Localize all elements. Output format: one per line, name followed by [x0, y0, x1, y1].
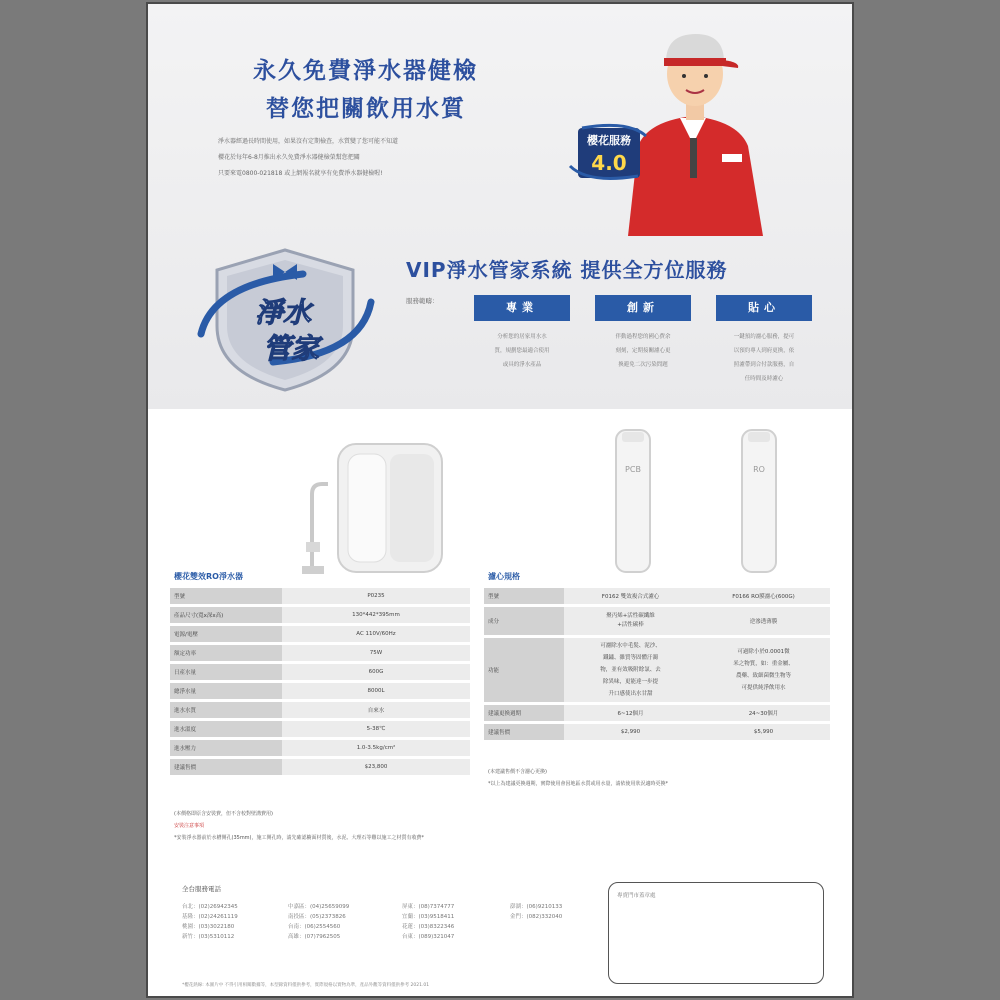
badge-text-2: 4.0 [591, 151, 627, 175]
table-cell: 逆滲透薄膜 [697, 607, 830, 635]
ro-filter-label: RO [753, 465, 765, 474]
purifier-note: (本價格即原含安裝費，但不含校對壁溝費用) [174, 811, 273, 817]
contact-line: 南投區：(05)2373826 [288, 914, 346, 920]
table-row [170, 759, 470, 775]
footer-note: *櫻花熱線: 本圖片中 不得引用相關數據等，本型錄資料僅供參考，實際規格以實物為準，產品外觀等資料僅供參考 2021.01 [182, 983, 430, 988]
contact-line: 宜蘭：(03)9518411 [402, 914, 455, 920]
desc-line: 照濾帶到合付款服務，自 [733, 362, 795, 368]
spec-title-filter: 濾心規格 [488, 572, 520, 581]
table-cell: $2,990 [564, 724, 697, 740]
table-cell: 自來水 [282, 702, 470, 718]
service-desc-care [714, 330, 814, 386]
vip-title: VIP淨水管家系統 提供全方位服務 [406, 258, 728, 282]
table-cell: F0166 RO膜濾心(600G) [697, 588, 830, 604]
table-cell [564, 607, 697, 635]
table-cell: 型號 [484, 588, 564, 604]
contact-line: 中嘉區：(04)25659099 [288, 904, 350, 910]
ro-filter-image [734, 428, 784, 576]
cell-line: 聚丙烯+活性碳纖維 [606, 613, 655, 619]
table-cell: 進水壓力 [170, 740, 282, 756]
service-pill-innovation: 創新 [595, 295, 691, 321]
table-row [170, 664, 470, 680]
table-cell: 額定功率 [170, 645, 282, 661]
table-cell: AC 110V/60Hz [282, 626, 470, 642]
headline-2: 替您把關飲用水質 [266, 96, 466, 122]
contact-line: 澎湖：(06)9210133 [510, 904, 563, 910]
cell-line: +活性碳棒 [617, 622, 644, 628]
purifier-spec-table [170, 585, 470, 778]
contact-line: 基隆：(02)24261119 [182, 914, 238, 920]
table-row [170, 740, 470, 756]
cell-line: 物，並有效吸附餘氯、去 [600, 667, 661, 673]
service-pill-professional: 專業 [474, 295, 570, 321]
table-cell [697, 638, 830, 702]
table-row [484, 705, 830, 721]
table-row [170, 626, 470, 642]
table-cell: 建議售價 [170, 759, 282, 775]
contact-title: 全台服務電話 [182, 885, 221, 893]
table-row [484, 588, 830, 604]
table-cell: 建議更換週期 [484, 705, 564, 721]
ro-purifier-image [298, 434, 448, 579]
table-cell: 6~12個月 [564, 705, 697, 721]
shield-text-1: 淨水 [254, 296, 312, 329]
table-row [170, 683, 470, 699]
service-pill-care: 貼心 [716, 295, 812, 321]
desc-line: 以預約專人到府更換，依 [733, 348, 795, 354]
contact-line: 台東：(089)321047 [402, 934, 455, 940]
table-cell: 型號 [170, 588, 282, 604]
table-row [170, 721, 470, 737]
desc-line: 任時間及時濾心 [744, 376, 784, 382]
table-cell: 75W [282, 645, 470, 661]
table-cell: 電源/電壓 [170, 626, 282, 642]
table-cell: P0235 [282, 588, 470, 604]
services-label: 服務範疇： [406, 297, 439, 305]
cell-line: 農藥、致細菌微生物等 [735, 673, 791, 679]
desc-line: 刻刻，定期接關濾心更 [615, 348, 671, 354]
table-cell: 成分 [484, 607, 564, 635]
table-row [170, 702, 470, 718]
table-cell: 600G [282, 664, 470, 680]
table-cell: 1.0-3.5kg/cm² [282, 740, 470, 756]
table-cell: 進水溫度 [170, 721, 282, 737]
contact-line: 花蓮：(03)8322346 [402, 924, 455, 930]
table-row [484, 724, 830, 740]
water-steward-shield-icon [193, 244, 378, 394]
stamp-box-label: 專賣門市蓋章處 [617, 893, 656, 899]
contact-line: 屏東：(08)7374777 [402, 904, 455, 910]
contact-col-1 [182, 902, 238, 942]
table-cell: $5,990 [697, 724, 830, 740]
intro-line-2: 櫻花於每年6-8月推出永久免費淨水器健檢榮幫您把關 [218, 154, 360, 161]
contact-line: 高雄：(07)7962505 [288, 934, 341, 940]
contact-col-2 [288, 902, 349, 942]
desc-line: 換避免二次污染問題 [618, 362, 668, 368]
install-notice-text: *安裝淨水器前於水槽開孔(35mm)，施工開孔時，請先確認櫥面材質後，水泥、大理石等難以施工之材質有收費* [174, 835, 425, 841]
contact-line: 金門：(082)332040 [510, 914, 563, 920]
filter-spec-table [484, 585, 830, 743]
table-cell [564, 638, 697, 702]
desc-line: 或具的淨水產品 [502, 362, 542, 368]
table-cell: 總淨水量 [170, 683, 282, 699]
store-stamp-box [608, 882, 824, 984]
hero-section [148, 4, 852, 409]
table-cell: 24~30個月 [697, 705, 830, 721]
intro-line-3: 只要來電0800-021818 或上網報名就享有免費淨水器健檢喔! [218, 170, 383, 177]
table-cell: 日產水量 [170, 664, 282, 680]
cell-line: 可提供純淨飲用水 [741, 685, 786, 691]
flyer-sheet [146, 2, 854, 998]
contact-line: 台北：(02)26942345 [182, 904, 238, 910]
desc-line: 分析您的居家用水水 [497, 334, 547, 340]
pcb-filter-label: PCB [625, 465, 641, 474]
contact-line: 台南：(06)2554560 [288, 924, 341, 930]
desc-line: 伴動過程您的國心費余 [615, 334, 671, 340]
table-cell: 5-38℃ [282, 721, 470, 737]
cell-line: 可濾除水中毛髮、泥沙、 [600, 643, 661, 649]
headline-1: 永久免費淨水器健檢 [253, 58, 478, 84]
table-cell: $23,800 [282, 759, 470, 775]
table-cell: 建議售價 [484, 724, 564, 740]
cell-line: 鐵鏽、雜質等固體汙濁 [602, 655, 658, 661]
table-cell: 功能 [484, 638, 564, 702]
table-cell: 8000L [282, 683, 470, 699]
pcb-filter-image [608, 428, 658, 576]
table-row [170, 588, 470, 604]
cell-line: 可過除小於0.0001微 [737, 649, 790, 655]
desc-line: 質，規劃您最適合使用 [494, 348, 550, 354]
cell-line: 升口感使出水甘甜 [608, 691, 653, 697]
filter-replace-note: *以上為建議更換週期，實際使用會因地區水質或用水量，請依使用狀況適時更換* [488, 781, 669, 787]
table-row [170, 645, 470, 661]
table-row [484, 607, 830, 635]
contact-line: 桃園：(03)3022180 [182, 924, 235, 930]
table-row [170, 607, 470, 623]
table-row [484, 638, 830, 702]
table-cell: 進水水質 [170, 702, 282, 718]
table-cell: 130*442*395mm [282, 607, 470, 623]
shield-text-2: 管家 [262, 332, 320, 365]
intro-line-1: 淨水器經過長時間使用，如果沒有定期檢查，水質變了您可能不知道 [218, 138, 399, 145]
desc-line: 一鍵預約濾心服務，提可 [733, 334, 795, 340]
service-desc-innovation [593, 330, 693, 372]
contact-line: 新竹：(03)5310112 [182, 934, 235, 940]
service-desc-professional [472, 330, 572, 372]
cell-line: 米之物質，如：重金屬、 [733, 661, 794, 667]
spec-title-purifier: 櫻花雙效RO淨水器 [174, 572, 243, 581]
table-cell: 產品尺寸(寬x深x高) [170, 607, 282, 623]
cell-line: 除異味，更能達一步提 [602, 679, 658, 685]
badge-text-1: 櫻花服務 [587, 134, 631, 147]
install-notice-title: 安裝注意事項 [174, 823, 205, 829]
filter-note: (本建議售價不含濾心更換) [488, 769, 547, 775]
contact-col-3 [402, 902, 454, 942]
service-4-badge-icon [568, 122, 648, 184]
contact-col-4 [510, 902, 562, 922]
table-cell: F0162 雙效複合式濾心 [564, 588, 697, 604]
